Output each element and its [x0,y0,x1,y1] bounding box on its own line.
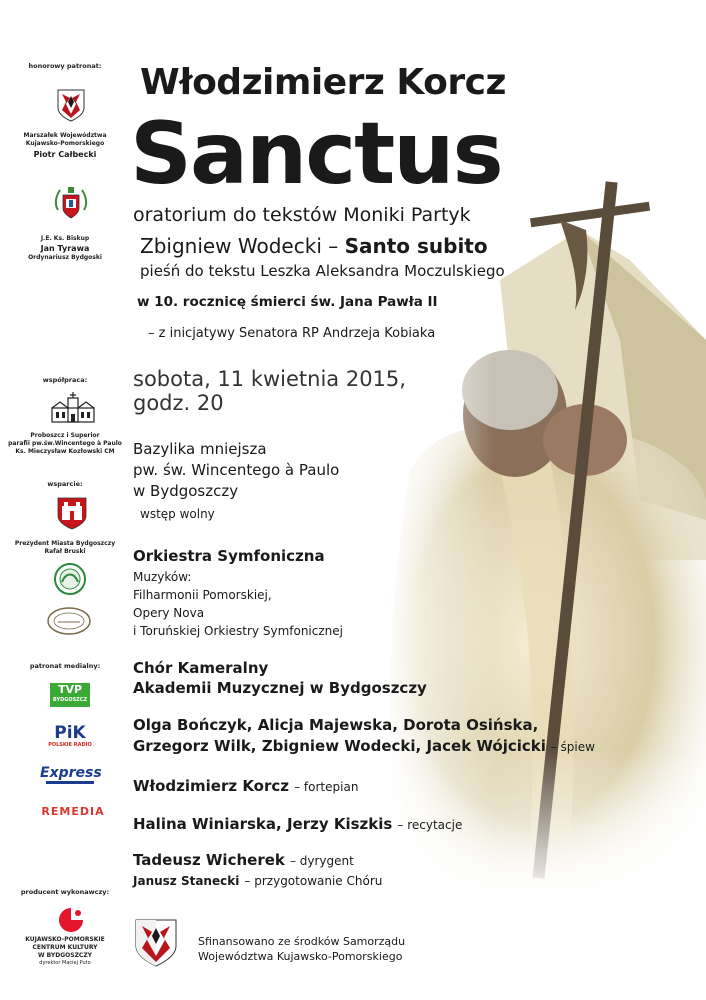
remedia-logo: REMEDIA [41,805,105,818]
basilica-drawing-icon [48,392,98,424]
pianist-name: Włodzimierz Korcz [133,777,290,795]
producer-caption-4: dyrektor Maciej Puto [39,960,91,966]
initiative-line: – z inicjatywy Senatora RP Andrzeja Kobiaka [148,326,436,341]
patron1-caption-1: Marszałek Województwa [23,132,107,139]
tvp-sub: BYDGOSZCZ [52,697,88,703]
funding-line-2: Województwa Kujawsko-Pomorskiego [198,950,403,963]
patron2-caption-1: J.E. Ks. Biskup [40,235,90,242]
orchestra-line-1: Muzyków: [133,570,192,584]
event-time: godz. 20 [133,391,224,415]
conductor-role: – dyrygent [289,854,354,868]
producer-caption-2: CENTRUM KULTURY [32,944,98,951]
second-work-title: Santo subito [344,234,488,258]
coop-caption-3: Ks. Mieczysław Kozłowski CM [15,448,115,455]
express-text: Express [40,765,102,781]
entry-info: wstęp wolny [140,507,215,521]
chorus-master-line [133,870,382,889]
recitation-line [133,814,462,833]
chorus-master-name: Janusz Stanecki [133,874,240,888]
recitation-role: – recytacje [397,818,463,832]
green-round-seal-icon [52,562,88,596]
orchestra-line-4: i Toruńskiej Orkiestry Symfonicznej [133,624,343,638]
producer-caption-1: KUJAWSKO-POMORSKIE [25,936,105,943]
funding-line-1: Sfinansowano ze środków Samorządu [198,935,406,948]
coop-caption-1: Proboszcz i Superior [30,432,100,439]
second-work-line [140,234,488,258]
pik-text: PiK [54,723,86,743]
pik-logo [48,724,92,748]
venue-line-3: w Bydgoszczy [133,482,239,500]
producer-caption-3: W BYDGOSZCZY [37,952,93,959]
cooperation-label: współpraca: [42,376,88,384]
soloists-line-1: Olga Bończyk, Alicja Majewska, Dorota Osińska, [133,716,539,734]
piano-line [133,776,358,795]
orchestra-line-3: Opery Nova [133,606,205,620]
voivodeship-coat-of-arms-large-icon [134,918,178,968]
support-label: wsparcie: [47,480,83,488]
choir-line-2: Akademii Muzycznej w Bydgoszczy [133,679,427,697]
conductor-name: Tadeusz Wicherek [133,851,285,869]
work-title: Sanctus [130,104,502,204]
soloists-role: – śpiew [550,740,595,754]
voivodeship-coat-of-arms-icon [56,88,86,122]
conductor-line [133,850,354,869]
soloists-line-2: Grzegorz Wilk, Zbigniew Wodecki, Jacek Wójcicki [133,737,546,755]
bydgoszcz-coat-of-arms-icon [56,496,88,530]
media-label: patronat medialny: [29,662,101,670]
kpck-logo-icon [56,906,86,934]
coop-caption-2: parafii pw.św.Wincentego à Paulo [8,440,122,447]
second-work-author: Zbigniew Wodecki – [140,234,339,258]
patron1-caption-2: Kujawsko-Pomorskiego [25,140,105,147]
bishop-coat-of-arms-icon [52,186,90,224]
patron1-name: Piotr Całbecki [33,150,97,159]
patron-label: honorowy patronat: [28,62,102,70]
support-caption-2: Rafał Bruski [44,548,86,555]
work-subtitle: oratorium do tekstów Moniki Partyk [133,204,471,226]
second-work-desc: pieśń do tekstu Leszka Aleksandra Moczulskiego [140,262,505,280]
oval-seal-icon [46,606,92,636]
chorus-master-role: – przygotowanie Chóru [244,874,383,888]
express-logo [40,766,100,785]
orchestra-name: Orkiestra Symfoniczna [133,547,325,565]
anniversary-line: w 10. rocznicę śmierci św. Jana Pawła II [137,294,438,310]
composer-name: Włodzimierz Korcz [140,62,506,103]
event-date: sobota, 11 kwietnia 2015, [133,367,406,391]
soloists-line-2-wrap [133,737,595,755]
patron2-caption-2: Ordynariusz Bydgoski [28,254,102,261]
venue-line-2: pw. św. Wincentego à Paulo [133,461,340,479]
orchestra-line-2: Filharmonii Pomorskiej, [133,588,272,602]
recitation-names: Halina Winiarska, Jerzy Kiszkis [133,815,393,833]
tvp-text: TVP [57,683,83,696]
tvp-logo [50,683,90,707]
choir-line-1: Chór Kameralny [133,659,269,677]
pianist-role: – fortepian [294,780,359,794]
pik-sub: POLSKIE RADIO [48,742,92,748]
venue-line-1: Bazylika mniejsza [133,440,267,458]
support-caption-1: Prezydent Miasta Bydgoszczy [14,540,116,547]
patron2-name: Jan Tyrawa [40,244,90,253]
producer-label: producent wykonawczy: [20,888,110,896]
